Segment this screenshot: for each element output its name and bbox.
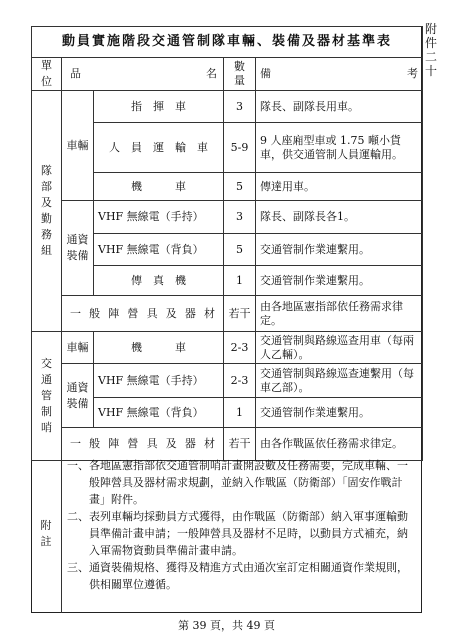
unit-char: 通: [41, 373, 52, 386]
item-remark: 交通管制與路線巡查連繫用（每車乙部）。: [256, 364, 423, 398]
note-item: 二、表列車輛均採動員方式獲得，由作戰區（防衛部）納入軍事運輸動員準備計畫申請；一般陣營具及器材不足時，以動員方式補充，納入軍需物資動員準備計畫申請。: [67, 510, 408, 557]
unit-char: 組: [41, 244, 52, 257]
item-qty: 3: [224, 201, 256, 234]
notes-list: [67, 457, 417, 593]
header-remark-left: 備: [260, 67, 271, 80]
category-char: 資: [77, 233, 89, 246]
header-unit-char: 單: [41, 59, 52, 72]
appendix-char: 十: [424, 64, 437, 78]
item-qty: 5: [224, 173, 256, 201]
unit-char: 勤: [41, 212, 52, 225]
item-name: VHF 無線電（手持）: [94, 201, 224, 234]
item-qty: 5-9: [224, 123, 256, 173]
item-qty: 2-3: [224, 364, 256, 398]
table-row: [32, 201, 423, 234]
header-item-left: 品: [70, 67, 81, 80]
header-remark: [256, 58, 423, 91]
unit-char: 管: [41, 389, 52, 402]
item-remark: 9 人座廂型車或 1.75 噸小貨車，供交通管制人員運輸用。: [256, 123, 423, 173]
unit-char: 部: [41, 180, 52, 193]
unit-checkpoint-label: [32, 332, 62, 461]
category-char: 輛: [77, 340, 89, 354]
note-item: 三、通資裝備規格、獲得及精進方式由通次室訂定相關通資作業規則，供相關單位遵循。: [67, 561, 408, 591]
item-remark: 傳達用車。: [256, 173, 423, 201]
notes-label-char: 附: [40, 518, 52, 532]
item-remark: 由各地區憲指部依任務需求律定。: [256, 296, 423, 332]
table-row: [32, 332, 423, 364]
category-char: 資: [77, 380, 89, 394]
item-qty: 3: [224, 91, 256, 123]
vehicle-category: [62, 332, 94, 364]
item-name: 傳 真 機: [94, 266, 224, 296]
table-row: [32, 296, 423, 332]
table-title-row: [32, 27, 423, 58]
item-remark: 隊長、副隊長用車。: [256, 91, 423, 123]
category-char: 車: [66, 138, 78, 152]
item-remark: 交通管制作業連繫用。: [256, 398, 423, 428]
item-name: VHF 無線電（背負）: [94, 234, 224, 266]
appendix-char: 二: [424, 50, 437, 64]
category-char: 備: [77, 249, 89, 262]
item-remark: 交通管制作業連繫用。: [256, 234, 423, 266]
header-remark-right: 考: [407, 67, 419, 80]
item-name: 指 揮 車: [94, 91, 224, 123]
item-name: 機 車: [94, 332, 224, 364]
item-qty: 2-3: [224, 332, 256, 364]
table-row: [32, 364, 423, 398]
notes-label: [31, 454, 62, 613]
general-equipment-name: 一般陣營具及器材: [62, 428, 224, 461]
item-name: 人 員 運 輸 車: [94, 123, 224, 173]
vehicle-category: [62, 91, 94, 201]
category-char: 裝: [66, 396, 78, 410]
header-item-right: 名: [206, 67, 217, 80]
category-char: 備: [77, 396, 89, 410]
comm-category: [62, 201, 94, 296]
table-title: 動員實施階段交通管制隊車輛、裝備及器材基準表: [32, 27, 423, 58]
item-remark: 隊長、副隊長各1。: [256, 201, 423, 234]
notes-section: [31, 454, 422, 613]
item-qty: 若干: [224, 428, 256, 461]
appendix-char: 附: [424, 22, 437, 36]
category-char: 輛: [77, 138, 89, 152]
page-footer: 第 39 頁，共 49 頁: [178, 619, 275, 632]
standards-table: [31, 26, 423, 461]
item-qty: 若干: [224, 296, 256, 332]
item-remark: 由各作戰區依任務需求律定。: [256, 428, 423, 461]
header-unit-char: 位: [41, 75, 52, 88]
header-row: [32, 58, 423, 91]
unit-char: 務: [41, 228, 52, 241]
appendix-char: 件: [424, 36, 437, 50]
header-item: [62, 58, 224, 91]
category-char: 通: [66, 233, 78, 246]
item-name: 機 車: [94, 173, 224, 201]
unit-char: 哨: [41, 421, 52, 434]
category-char: 通: [66, 380, 78, 394]
item-remark: 交通管制作業連繫用。: [256, 266, 423, 296]
header-unit: [32, 58, 62, 91]
item-name: VHF 無線電（背負）: [94, 398, 224, 428]
category-char: 裝: [66, 249, 78, 262]
notes-label-char: 註: [40, 534, 52, 548]
category-char: 車: [66, 340, 78, 354]
item-qty: 1: [224, 266, 256, 296]
item-qty: 5: [224, 234, 256, 266]
item-qty: 1: [224, 398, 256, 428]
header-qty: 數 量: [224, 58, 256, 91]
table-row: [32, 91, 423, 123]
unit-hq-label: [32, 91, 62, 332]
unit-char: 交: [41, 357, 52, 370]
comm-category: [62, 364, 94, 428]
note-item: 一、各地區憲指部依交通管制哨計畫開設數及任務需要，完成車輛、一般陣營具及器材需求規劃，並納入作戰區（防衛部）「固安作戰計畫」附件。: [67, 459, 408, 506]
item-remark: 交通管制與路線巡查用車（每兩人乙輛）。: [256, 332, 423, 364]
unit-char: 隊: [41, 164, 52, 177]
item-name: VHF 無線電（手持）: [94, 364, 224, 398]
unit-char: 制: [41, 405, 52, 418]
appendix-label: [424, 22, 438, 78]
general-equipment-name: 一般陣營具及器材: [62, 296, 224, 332]
unit-char: 及: [41, 196, 52, 209]
